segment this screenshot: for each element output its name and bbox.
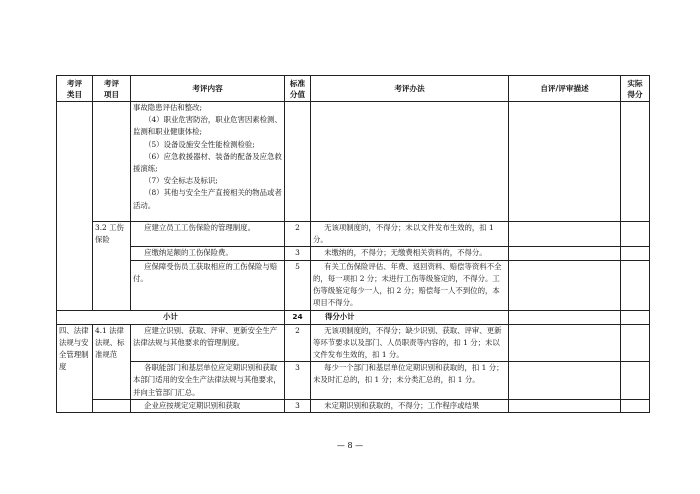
content-line: （6）应急救援器材、装备的配备及应急救援演练;	[133, 151, 282, 174]
method-cell: 未缴纳的，不得分；无缴费相关资料的，不得分。	[311, 247, 509, 260]
table-row	[57, 260, 650, 310]
content-cell: 企业应按规定定期识别和获取	[131, 399, 285, 412]
score-cell: 5	[285, 260, 311, 310]
score-cell: 2	[285, 222, 311, 247]
header-method: 考评办法	[311, 76, 509, 102]
subtotal-label: 小计	[57, 310, 285, 324]
method-cell: 无该项制度的，不得分；未以文件发布生效的，扣 1 分。	[311, 222, 509, 247]
self-eval-cell	[509, 102, 621, 222]
table-row	[57, 247, 650, 260]
score-cell: 3	[285, 247, 311, 260]
page-number: — 8 —	[336, 441, 364, 450]
category-cell: 四、法律法规与安全管理制度	[57, 324, 93, 412]
actual-score-cell	[621, 362, 650, 400]
table-row	[57, 362, 650, 400]
item-cell: 3.2 工伤保险	[93, 222, 131, 311]
table-row	[57, 399, 650, 412]
self-eval-cell	[509, 362, 621, 400]
table-row	[57, 222, 650, 247]
content-cell: 应保障受伤员工获取相应的工伤保险与赔付。	[131, 260, 285, 310]
content-cell: 各职能部门和基层单位应定期识别和获取本部门适用的安全生产法律法规与其他要求，并向主管部门汇总。	[131, 362, 285, 400]
score-cell: 3	[285, 399, 311, 412]
self-eval-cell	[509, 260, 621, 310]
score-cell: 2	[285, 324, 311, 362]
score-cell-empty	[285, 102, 311, 222]
item-cell-empty	[93, 102, 131, 222]
content-cell	[131, 102, 285, 222]
score-cell: 3	[285, 362, 311, 400]
header-standard-score: 标准 分值	[285, 76, 311, 102]
actual-score-cell	[621, 260, 650, 310]
item-cell: 4.1 法律法规、标准规范	[93, 324, 131, 399]
table-row	[57, 324, 650, 362]
header-category: 考评 类目	[57, 76, 93, 102]
content-cell: 应建立员工工伤保险的管理制度。	[131, 222, 285, 247]
header-actual-score: 实际 得分	[621, 76, 650, 102]
content-line: （4）职业危害防治，职业危害因素检测、监测和职业健康体检;	[133, 115, 282, 137]
subtotal-self-eval	[509, 310, 621, 324]
table-row	[57, 102, 650, 222]
actual-score-cell	[621, 399, 650, 412]
content-line: 事故隐患评估和整改;	[133, 103, 203, 112]
actual-score-cell	[621, 247, 650, 260]
self-eval-cell	[509, 324, 621, 362]
content-line: （8）其他与安全生产直接相关的物品或者活动。	[133, 188, 282, 210]
table-header-row	[57, 76, 650, 102]
actual-score-cell	[621, 324, 650, 362]
content-line: （7）安全标志及标识;	[144, 176, 218, 186]
method-cell: 未定期识别和获取的，不得分；工作程序或结果	[311, 399, 509, 412]
subtotal-actual-score	[621, 310, 650, 324]
category-cell-empty	[57, 102, 93, 311]
subtotal-row	[57, 310, 650, 324]
content-cell: 应缴纳足额的工伤保险费。	[131, 247, 285, 260]
actual-score-cell	[621, 222, 650, 247]
self-eval-cell	[509, 399, 621, 412]
header-content: 考评内容	[131, 76, 285, 102]
evaluation-table	[56, 75, 650, 413]
self-eval-cell	[509, 222, 621, 247]
subtotal-score: 24	[285, 310, 311, 324]
method-cell: 每少一个部门和基层单位定期识别和获取的，扣 1 分；未及时汇总的，扣 1 分；未分类汇总的，扣 1 分。	[311, 362, 509, 400]
content-cell: 应建立识别、获取、评审、更新安全生产法律法规与其他要求的管理制度。	[131, 324, 285, 362]
method-cell: 有关工伤保险评估、年费、返回资料、赔偿等资料不全的，每一项扣 2 分；未进行工伤等级鉴定的，不得分。工伤等级鉴定每少一人，扣 2 分；赔偿每一人不到位的，本项目不得分。	[311, 260, 509, 310]
header-self-eval: 自评/评审描述	[509, 76, 621, 102]
header-item: 考评 项目	[93, 76, 131, 102]
subtotal-method-label: 得分小计	[311, 310, 509, 324]
actual-score-cell	[621, 102, 650, 222]
content-line: （5）设备设施安全性能检测检验;	[144, 139, 255, 149]
self-eval-cell	[509, 247, 621, 260]
item-cell-empty	[93, 399, 131, 412]
method-cell-empty	[311, 102, 509, 222]
method-cell: 无该项制度的，不得分；缺少识别、获取、评审、更新等环节要求以及部门、人员职责等内容的，扣 1 分；未以文件发布生效的，扣 1 分。	[311, 324, 509, 362]
